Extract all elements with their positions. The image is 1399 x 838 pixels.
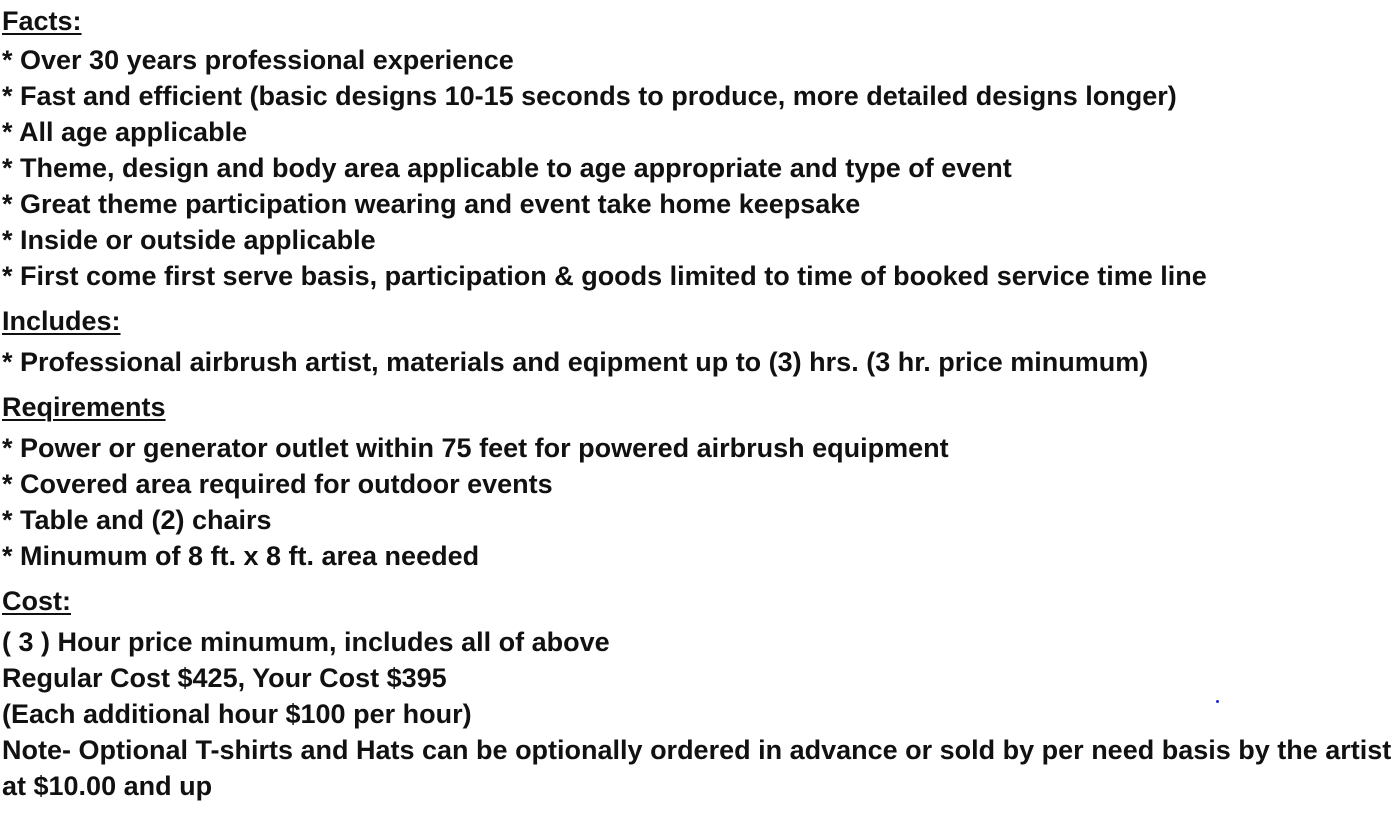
facts-item: * First come first serve basis, participation & goods limited to time of booked service time line bbox=[2, 261, 1207, 291]
facts-item: * Over 30 years professional experience bbox=[2, 45, 514, 75]
facts-item: * Great theme participation wearing and event take home keepsake bbox=[2, 189, 861, 219]
includes-section bbox=[2, 306, 1397, 380]
facts-heading: Facts: bbox=[2, 6, 82, 36]
cost-line: (Each additional hour $100 per hour) bbox=[2, 699, 472, 729]
facts-section bbox=[2, 6, 1397, 294]
cost-heading: Cost: bbox=[2, 586, 71, 616]
facts-item: * Inside or outside applicable bbox=[2, 225, 376, 255]
cost-line: Regular Cost $425, Your Cost $395 bbox=[2, 663, 447, 693]
requirements-item: * Covered area required for outdoor events bbox=[2, 469, 553, 499]
facts-item: * Theme, design and body area applicable to age appropriate and type of event bbox=[2, 153, 1012, 183]
requirements-section bbox=[2, 392, 1397, 574]
requirements-heading: Reqirements bbox=[2, 392, 166, 422]
stray-dot bbox=[1216, 700, 1219, 703]
facts-item: * All age applicable bbox=[2, 117, 248, 147]
cost-section bbox=[2, 586, 1397, 804]
facts-item: * Fast and efficient (basic designs 10-15 seconds to produce, more detailed designs longer) bbox=[2, 81, 1177, 111]
cost-note: Note- Optional T-shirts and Hats can be optionally ordered in advance or sold by per need basis by the artist at $10.00 and up bbox=[2, 735, 1392, 801]
includes-heading: Includes: bbox=[2, 306, 121, 336]
requirements-item: * Power or generator outlet within 75 feet for powered airbrush equipment bbox=[2, 433, 949, 463]
cost-line: ( 3 ) Hour price minumum, includes all of above bbox=[2, 627, 610, 657]
includes-item: * Professional airbrush artist, materials and eqipment up to (3) hrs. (3 hr. price minumum) bbox=[2, 347, 1149, 377]
requirements-item: * Minumum of 8 ft. x 8 ft. area needed bbox=[2, 541, 480, 571]
requirements-item: * Table and (2) chairs bbox=[2, 505, 272, 535]
document bbox=[2, 0, 1397, 804]
